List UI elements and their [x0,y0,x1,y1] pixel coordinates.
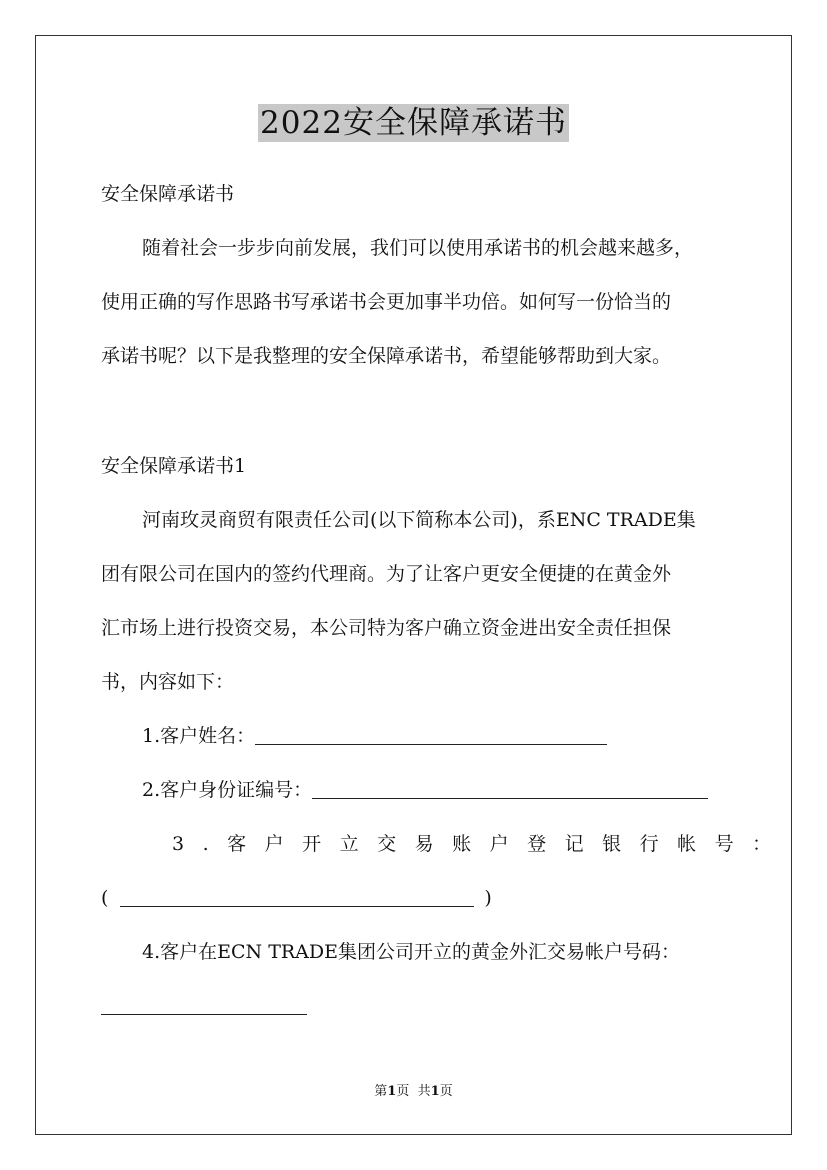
body-line-3: 汇市场上进行投资交易，本公司特为客户确立资金进出安全责任担保 [101,617,672,639]
bank-account-open-paren: ( [101,887,109,909]
subtitle: 安全保障承诺书 [101,183,235,205]
field-id-number-label: 2.客户身份证编号： [142,779,313,801]
section-heading: 安全保障承诺书1 [101,455,247,477]
field-customer-name-label: 1.客户姓名： [142,725,256,747]
id-number-blank[interactable] [312,780,708,799]
intro-line-2: 使用正确的写作思路书写承诺书会更加事半功倍。如何写一份恰当的 [101,291,672,313]
footer-total-number: 1 [430,1084,440,1099]
body-line-2: 团有限公司在国内的签约代理商。为了让客户更安全便捷的在黄金外 [101,563,672,585]
intro-line-1: 随着社会一步步向前发展，我们可以使用承诺书的机会越来越多， [142,237,694,259]
footer-total-suffix: 页 [439,1084,453,1099]
field-trading-account-label: 4.客户在ECN TRADE集团公司开立的黄金外汇交易帐户号码： [142,941,681,963]
footer-total-prefix: 共 [417,1084,431,1099]
body-line-4: 书，内容如下： [101,671,235,693]
trading-account-blank[interactable] [101,996,307,1015]
field-trading-account [101,994,307,1018]
field-id-number [142,778,708,802]
bank-account-blank[interactable] [120,888,474,907]
footer-page-number: 1 [387,1084,397,1099]
title-container [0,104,827,142]
footer-page-prefix: 第 [374,1084,388,1099]
intro-line-3: 承诺书呢？以下是我整理的安全保障承诺书，希望能够帮助到大家。 [101,345,672,367]
field-bank-account [101,886,492,910]
bank-account-close-paren: ) [484,887,492,909]
customer-name-blank[interactable] [255,726,607,745]
document-title: 2022安全保障承诺书 [260,105,567,141]
body-line-1: 河南玫灵商贸有限责任公司(以下简称本公司)，系ENC TRADE集 [142,509,696,531]
field-customer-name [142,724,607,748]
page-footer [0,1084,827,1100]
footer-page-suffix: 页 [396,1084,410,1099]
field-bank-account-label: 3.客户开立交易账户登记银行帐号： [172,833,790,855]
